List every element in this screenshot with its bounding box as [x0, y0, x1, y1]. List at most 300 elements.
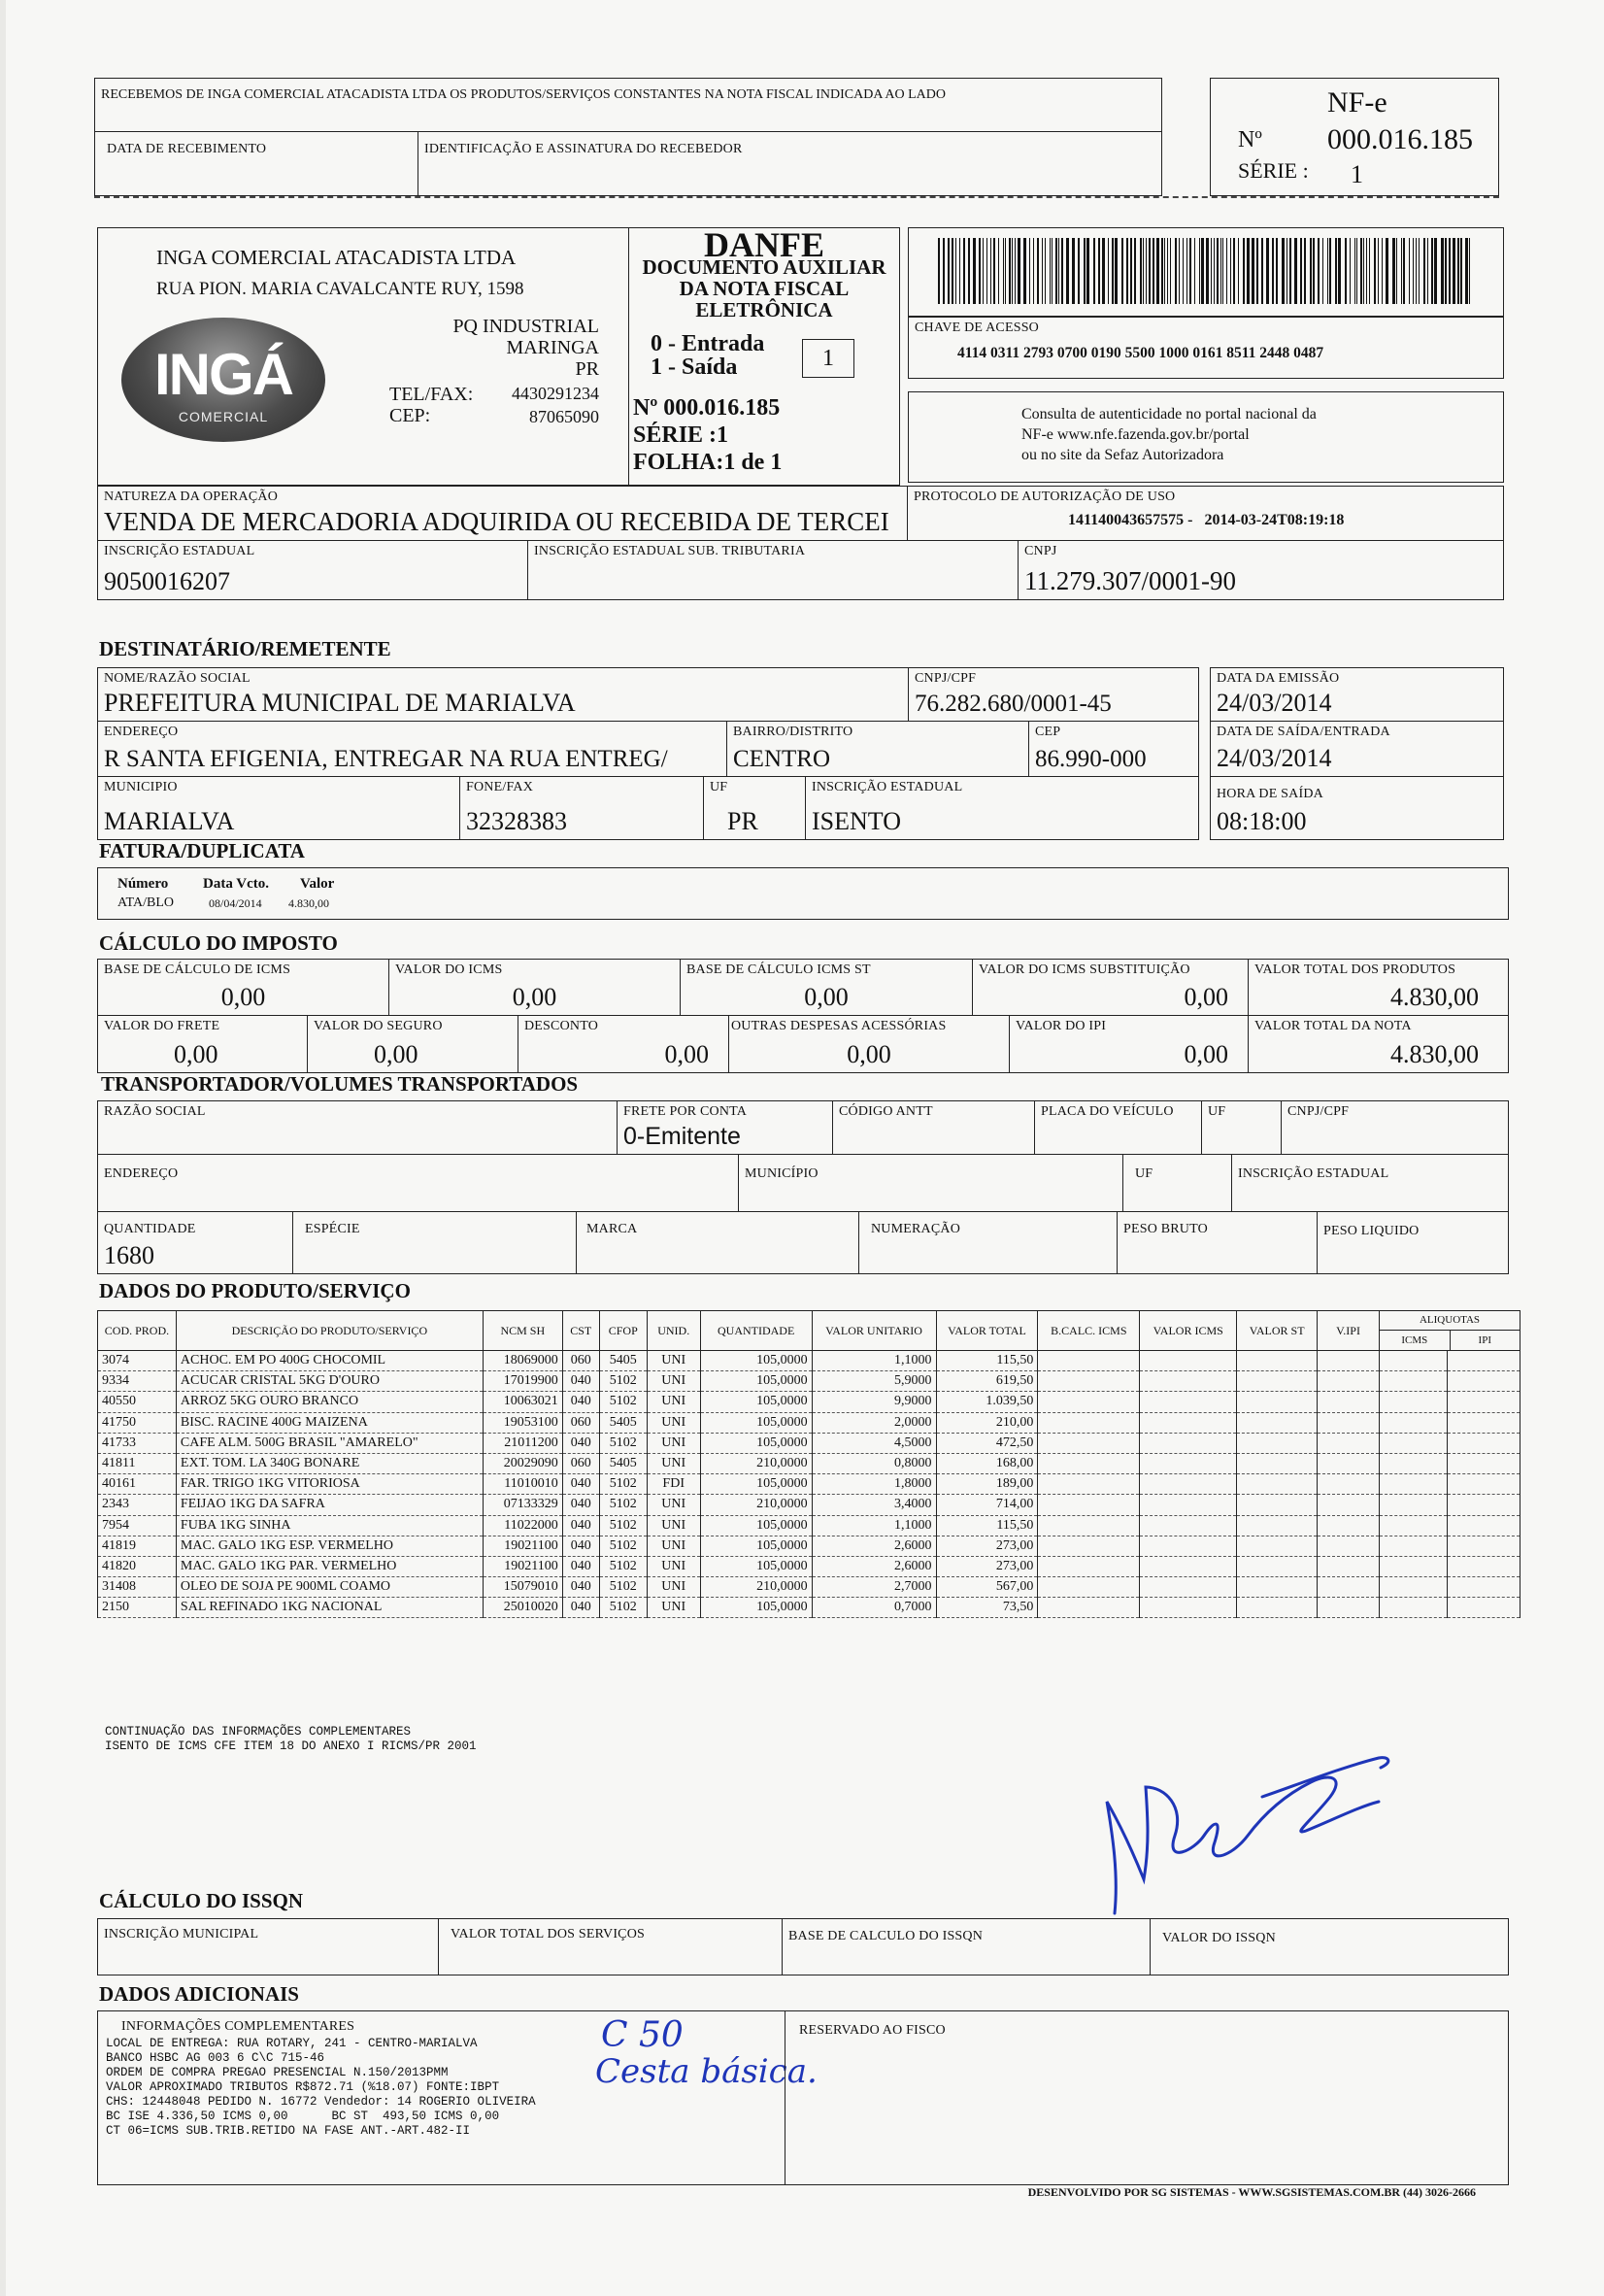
receipt-signature-field[interactable]	[418, 131, 1162, 196]
table-cell: UNI	[647, 1392, 700, 1412]
empty-cell	[1237, 1474, 1318, 1495]
barcode-bar	[1112, 238, 1114, 304]
barcode-bar	[1018, 238, 1020, 304]
empty-cell	[1237, 1351, 1318, 1371]
state-registration-st-label: INSCRIÇÃO ESTADUAL SUB. TRIBUTARIA	[534, 544, 806, 558]
issuer-state: PR	[575, 358, 599, 380]
table-cell: 1,8000	[812, 1474, 936, 1495]
recipient-city-label: MUNICIPIO	[104, 780, 178, 794]
exit-time: 08:18:00	[1217, 807, 1307, 835]
empty-cell	[1447, 1536, 1520, 1556]
barcode-bar	[983, 238, 984, 304]
table-cell: FUBA 1KG SINHA	[176, 1515, 483, 1536]
barcode-bar	[1434, 238, 1437, 304]
recipient-address-label: ENDEREÇO	[104, 725, 179, 739]
empty-cell	[1140, 1577, 1237, 1598]
barcode-bar	[1335, 238, 1337, 304]
table-cell: 21011200	[483, 1433, 562, 1453]
barcode-bar	[1126, 238, 1128, 304]
empty-cell	[1140, 1474, 1237, 1495]
empty-cell	[1380, 1412, 1448, 1433]
invoice-box	[97, 867, 1509, 920]
numbering-label: NUMERAÇÃO	[871, 1222, 961, 1236]
freight: 0,00	[174, 1040, 218, 1068]
table-cell: 2,6000	[812, 1556, 936, 1576]
discount-label: DESCONTO	[524, 1019, 599, 1033]
protocol-label: PROTOCOLO DE AUTORIZAÇÃO DE USO	[914, 490, 1176, 504]
col-ipi-value: V.IPI	[1318, 1311, 1380, 1351]
barcode-bar	[1033, 238, 1034, 304]
issqn-value-field	[1150, 1918, 1509, 1975]
table-cell: UNI	[647, 1371, 700, 1392]
barcode-bar	[1322, 238, 1323, 304]
table-cell: 273,00	[936, 1536, 1038, 1556]
empty-cell	[1038, 1351, 1140, 1371]
icms-value: 0,00	[512, 983, 557, 1011]
table-cell: MAC. GALO 1KG PAR. VERMELHO	[176, 1556, 483, 1576]
icms-base-field	[97, 959, 389, 1016]
table-cell: 17019900	[483, 1371, 562, 1392]
invoice-value: 4.830,00	[288, 896, 329, 910]
municipal-registration-field	[97, 1918, 439, 1975]
empty-cell	[1140, 1556, 1237, 1576]
issuer-phone-label: TEL/FAX:	[389, 384, 474, 405]
issuer-box	[97, 227, 629, 486]
barcode-bar	[1403, 238, 1405, 304]
barcode-bar	[1226, 238, 1227, 304]
state-registration-label: INSCRIÇÃO ESTADUAL	[104, 544, 255, 558]
table-cell: 41819	[98, 1536, 177, 1556]
barcode-bar	[1374, 238, 1376, 304]
recipient-ie: ISENTO	[812, 807, 901, 835]
recipient-uf-label: UF	[710, 780, 728, 794]
empty-cell	[1447, 1515, 1520, 1536]
recipient-ie-field	[805, 776, 1199, 840]
table-cell: UNI	[647, 1495, 700, 1515]
complementary-info-label: INFORMAÇÕES COMPLEMENTARES	[121, 2019, 355, 2034]
info-line-4: VALOR APROXIMADO TRIBUTOS R$872.71 (%18.07) FONTE:IBPT	[106, 2080, 500, 2094]
municipal-registration-label: INSCRIÇÃO MUNICIPAL	[104, 1927, 259, 1941]
empty-cell	[1038, 1453, 1140, 1473]
empty-cell	[1140, 1351, 1237, 1371]
recipient-cnpj-field	[908, 667, 1199, 722]
products-header-row	[98, 1311, 1520, 1351]
access-key-label: CHAVE DE ACESSO	[915, 321, 1039, 335]
table-cell: 5102	[599, 1495, 647, 1515]
table-cell: 2,0000	[812, 1412, 936, 1433]
recipient-cnpj: 76.282.680/0001-45	[915, 691, 1112, 717]
footer-credit: DESENVOLVIDO POR SG SISTEMAS - WWW.SGSISTEMAS.COM.BR (44) 3026-2666	[1027, 2185, 1476, 2199]
table-cell: UNI	[647, 1556, 700, 1576]
barcode-bar	[1266, 238, 1269, 304]
handwritten-note-1: C 50	[601, 2015, 684, 2055]
col-icms-value: VALOR ICMS	[1140, 1311, 1237, 1351]
table-cell: EXT. TOM. LA 340G BONARE	[176, 1453, 483, 1473]
barcode-bar	[1350, 238, 1351, 304]
table-cell: 060	[562, 1412, 599, 1433]
col-cfop: CFOP	[599, 1311, 647, 1351]
empty-cell	[1237, 1598, 1318, 1618]
empty-cell	[1447, 1453, 1520, 1473]
barcode-bar	[1261, 238, 1263, 304]
tax-authority-label: RESERVADO AO FISCO	[799, 2023, 946, 2038]
table-cell: 19053100	[483, 1412, 562, 1433]
barcode-bar	[1386, 238, 1388, 304]
table-cell: 9,9000	[812, 1392, 936, 1412]
barcode-bar	[1153, 238, 1154, 304]
barcode-bar	[1423, 238, 1425, 304]
empty-cell	[1318, 1598, 1380, 1618]
issuer-address: RUA PION. MARIA CAVALCANTE RUY, 1598	[156, 279, 524, 299]
barcode-bar	[1102, 238, 1105, 304]
carrier-name-field	[97, 1100, 618, 1155]
issuer-name: INGA COMERCIAL ATACADISTA LTDA	[156, 246, 517, 269]
products-section-title: DADOS DO PRODUTO/SERVIÇO	[99, 1279, 411, 1302]
barcode-bar	[1170, 238, 1171, 304]
table-cell: UNI	[647, 1351, 700, 1371]
icms-base: 0,00	[220, 983, 266, 1011]
table-cell: 105,0000	[700, 1412, 812, 1433]
products-total: 4.830,00	[1390, 983, 1479, 1011]
table-cell: 189,00	[936, 1474, 1038, 1495]
recipient-cep: 86.990-000	[1035, 746, 1147, 772]
barcode-bar	[1282, 238, 1285, 304]
issuer-district: PQ INDUSTRIAL	[452, 316, 599, 337]
table-cell: 19021100	[483, 1536, 562, 1556]
products-total-label: VALOR TOTAL DOS PRODUTOS	[1254, 962, 1456, 977]
col-unit-price: VALOR UNITARIO	[812, 1311, 936, 1351]
table-cell: 41750	[98, 1412, 177, 1433]
empty-cell	[1318, 1412, 1380, 1433]
barcode-bar	[955, 238, 956, 304]
danfe-subtitle-2: DA NOTA FISCAL	[679, 277, 850, 300]
recipient-address: R SANTA EFIGENIA, ENTREGAR NA RUA ENTREG/	[104, 746, 668, 772]
barcode-bar	[1272, 238, 1274, 304]
table-cell: 41820	[98, 1556, 177, 1576]
table-cell: 41733	[98, 1433, 177, 1453]
barcode-bar	[1360, 238, 1362, 304]
nfe-serie: 1	[1351, 160, 1363, 188]
empty-cell	[1447, 1556, 1520, 1576]
table-cell: 060	[562, 1453, 599, 1473]
recipient-phone-field	[459, 776, 704, 840]
barcode-bar	[1189, 238, 1191, 304]
empty-cell	[1318, 1556, 1380, 1576]
table-cell: SAL REFINADO 1KG NACIONAL	[176, 1598, 483, 1618]
barcode-bar	[1055, 238, 1057, 304]
empty-cell	[1380, 1515, 1448, 1536]
empty-cell	[1140, 1515, 1237, 1536]
nfe-serie-label: SÉRIE :	[1238, 158, 1309, 183]
recipient-name-field	[97, 667, 909, 722]
table-cell: 105,0000	[700, 1371, 812, 1392]
barcode-bar	[1214, 238, 1215, 304]
empty-cell	[1447, 1598, 1520, 1618]
barcode-bar	[1199, 238, 1200, 304]
barcode-bar	[1465, 238, 1468, 304]
empty-cell	[1318, 1577, 1380, 1598]
barcode-bar	[1003, 238, 1004, 304]
freight-label: VALOR DO FRETE	[104, 1019, 220, 1033]
state-registration-field	[97, 540, 528, 600]
barcode-bar	[1130, 238, 1132, 304]
table-cell: 5102	[599, 1598, 647, 1618]
invoice-due-date: 08/04/2014	[209, 896, 262, 910]
barcode-bar	[1363, 238, 1364, 304]
danfe-subtitle-3: ELETRÔNICA	[695, 298, 833, 321]
table-row	[98, 1536, 1520, 1556]
table-cell: 3,4000	[812, 1495, 936, 1515]
table-cell: 0,7000	[812, 1598, 936, 1618]
empty-cell	[1140, 1598, 1237, 1618]
table-cell: 5102	[599, 1556, 647, 1576]
table-cell: 5102	[599, 1474, 647, 1495]
other-expenses: 0,00	[847, 1040, 891, 1068]
carrier-city-field	[738, 1154, 1123, 1212]
handwritten-signature	[1068, 1729, 1476, 1923]
barcode-bar	[1037, 238, 1039, 304]
table-cell: 11010010	[483, 1474, 562, 1495]
empty-cell	[1038, 1474, 1140, 1495]
empty-cell	[1038, 1412, 1140, 1433]
receipt-date-label: DATA DE RECEBIMENTO	[107, 142, 267, 156]
barcode-bar	[1396, 238, 1397, 304]
recipient-city: MARIALVA	[104, 807, 235, 835]
barcode-bar	[1108, 238, 1109, 304]
state-registration-st-field	[527, 540, 1019, 600]
empty-cell	[1318, 1474, 1380, 1495]
barcode-bar	[1093, 238, 1095, 304]
empty-cell	[1237, 1556, 1318, 1576]
empty-cell	[1038, 1495, 1140, 1515]
table-cell: 210,0000	[700, 1453, 812, 1473]
invoice-date-header: Data Vcto.	[203, 876, 270, 892]
empty-cell	[1237, 1577, 1318, 1598]
empty-cell	[1380, 1371, 1448, 1392]
table-row	[98, 1474, 1520, 1495]
barcode-bar	[1413, 238, 1414, 304]
barcode-bar	[1449, 238, 1451, 304]
recipient-cep-field	[1028, 721, 1199, 777]
barcode-bar	[1453, 238, 1455, 304]
table-cell: 5405	[599, 1351, 647, 1371]
barcode-bar	[1416, 238, 1417, 304]
issue-date-label: DATA DA EMISSÃO	[1217, 671, 1340, 686]
consult-line-3: ou no site da Sefaz Autorizadora	[1021, 447, 1224, 463]
icms-st-base-field	[680, 959, 973, 1016]
barcode-bar	[1084, 238, 1086, 304]
info-line-1: LOCAL DE ENTREGA: RUA ROTARY, 241 - CENTRO-MARIALVA	[106, 2037, 478, 2050]
empty-cell	[1038, 1598, 1140, 1618]
discount-field	[518, 1015, 729, 1073]
barcode-bar	[1161, 238, 1163, 304]
insurance-label: VALOR DO SEGURO	[314, 1019, 443, 1033]
table-cell: 9334	[98, 1371, 177, 1392]
empty-cell	[1380, 1598, 1448, 1618]
barcode-bar	[1338, 238, 1341, 304]
empty-cell	[1038, 1433, 1140, 1453]
products-table	[97, 1310, 1520, 1618]
recipient-uf: PR	[727, 807, 758, 835]
carrier-city-label: MUNICÍPIO	[745, 1166, 819, 1181]
table-cell: 10063021	[483, 1392, 562, 1412]
table-cell: ACHOC. EM PO 400G CHOCOMIL	[176, 1351, 483, 1371]
table-cell: 1,1000	[812, 1351, 936, 1371]
other-expenses-field	[728, 1015, 1010, 1073]
table-cell: 5405	[599, 1412, 647, 1433]
recipient-uf-field	[703, 776, 806, 840]
info-line-3: ORDEM DE COMPRA PREGAO PRESENCIAL N.150/2013PMM	[106, 2066, 449, 2079]
barcode-bar	[1183, 238, 1184, 304]
table-cell: MAC. GALO 1KG ESP. VERMELHO	[176, 1536, 483, 1556]
barcode-bar	[1052, 238, 1053, 304]
table-cell: 20029090	[483, 1453, 562, 1473]
issqn-section-title: CÁLCULO DO ISSQN	[99, 1889, 304, 1912]
insurance-field	[307, 1015, 518, 1073]
carrier-uf2-label: UF	[1135, 1166, 1153, 1181]
recipient-name: PREFEITURA MUNICIPAL DE MARIALVA	[104, 689, 576, 717]
table-cell: 5102	[599, 1536, 647, 1556]
table-cell: 40161	[98, 1474, 177, 1495]
issuer-cnpj: 11.279.307/0001-90	[1024, 566, 1236, 595]
invoice-total-label: VALOR TOTAL DA NOTA	[1254, 1019, 1412, 1033]
empty-cell	[1237, 1371, 1318, 1392]
table-cell: ACUCAR CRISTAL 5KG D'OURO	[176, 1371, 483, 1392]
icms-st-value-field	[972, 959, 1249, 1016]
col-description: DESCRIÇÃO DO PRODUTO/SERVIÇO	[176, 1311, 483, 1351]
continuation-line-2: ISENTO DE ICMS CFE ITEM 18 DO ANEXO I RICMS/PR 2001	[105, 1739, 477, 1753]
issqn-value-label: VALOR DO ISSQN	[1162, 1931, 1276, 1945]
col-cst: CST	[562, 1311, 599, 1351]
table-cell: 5102	[599, 1433, 647, 1453]
table-cell: UNI	[647, 1412, 700, 1433]
table-cell: 41811	[98, 1453, 177, 1473]
table-cell: 273,00	[936, 1556, 1038, 1576]
barcode-bar	[1134, 238, 1136, 304]
table-cell: FDI	[647, 1474, 700, 1495]
freight-payer-label: FRETE POR CONTA	[623, 1104, 748, 1119]
table-cell: 040	[562, 1536, 599, 1556]
recipient-ie-label: INSCRIÇÃO ESTADUAL	[812, 780, 963, 794]
carrier-cnpj-label: CNPJ/CPF	[1287, 1104, 1350, 1119]
barcode-bar	[1460, 238, 1462, 304]
barcode-bar	[1469, 238, 1470, 304]
table-cell: 040	[562, 1515, 599, 1536]
barcode-bar	[1140, 238, 1142, 304]
table-cell: 5102	[599, 1392, 647, 1412]
barcode-bar	[1329, 238, 1331, 304]
table-cell: 472,50	[936, 1433, 1038, 1453]
barcode-bar	[1042, 238, 1043, 304]
danfe-type-box: 1	[802, 339, 854, 378]
table-cell: 0,8000	[812, 1453, 936, 1473]
barcode-bar	[1409, 238, 1410, 304]
consult-line-1: Consulta de autenticidade no portal nacional da	[1021, 406, 1317, 422]
icms-value-field	[388, 959, 681, 1016]
empty-cell	[1447, 1433, 1520, 1453]
barcode-bar	[943, 238, 945, 304]
col-rates-sub	[1380, 1331, 1520, 1350]
issue-date: 24/03/2014	[1217, 689, 1332, 717]
table-cell: 25010020	[483, 1598, 562, 1618]
table-cell: 168,00	[936, 1453, 1038, 1473]
carrier-uf-field	[1201, 1100, 1282, 1155]
table-cell: 105,0000	[700, 1515, 812, 1536]
barcode-bar	[1441, 238, 1444, 304]
danfe-serie: SÉRIE :1	[633, 422, 729, 448]
barcode-bar	[973, 238, 976, 304]
table-cell: 210,0000	[700, 1577, 812, 1598]
table-cell: 060	[562, 1351, 599, 1371]
operation-nature: VENDA DE MERCADORIA ADQUIRIDA OU RECEBIDA DE TERCEI	[104, 507, 889, 536]
invoice-total: 4.830,00	[1390, 1040, 1479, 1068]
table-cell: 105,0000	[700, 1392, 812, 1412]
plate-label: PLACA DO VEÍCULO	[1041, 1104, 1174, 1119]
table-cell: ARROZ 5KG OURO BRANCO	[176, 1392, 483, 1412]
barcode-bar	[1252, 238, 1254, 304]
table-cell: 105,0000	[700, 1474, 812, 1495]
receipt-date-field[interactable]	[94, 131, 418, 196]
empty-cell	[1140, 1536, 1237, 1556]
col-rate-icms: ICMS	[1380, 1331, 1450, 1350]
empty-cell	[1318, 1453, 1380, 1473]
exit-date-label: DATA DE SAÍDA/ENTRADA	[1217, 725, 1390, 739]
barcode-bar	[1354, 238, 1355, 304]
nfe-number-label: Nº	[1238, 127, 1262, 152]
inga-logo	[121, 318, 325, 442]
access-key: 4114 0311 2793 0700 0190 5500 1000 0161 8511 2448 0487	[957, 345, 1324, 361]
empty-cell	[1380, 1392, 1448, 1412]
table-row	[98, 1433, 1520, 1453]
issuer-phone: 4430291234	[512, 384, 599, 403]
table-row	[98, 1495, 1520, 1515]
barcode-bar	[1086, 238, 1089, 304]
empty-cell	[1380, 1453, 1448, 1473]
barcode-bar	[1194, 238, 1195, 304]
danfe-box	[628, 227, 900, 486]
barcode-bar	[1115, 238, 1118, 304]
access-key-box	[908, 317, 1504, 379]
exit-time-field	[1210, 776, 1504, 840]
carrier-address-label: ENDEREÇO	[104, 1166, 179, 1181]
barcode-bar	[1401, 238, 1402, 304]
table-cell: 210,0000	[700, 1495, 812, 1515]
carrier-cnpj-field	[1281, 1100, 1509, 1155]
freight-payer-field	[617, 1100, 833, 1155]
empty-cell	[1380, 1495, 1448, 1515]
barcode-bar	[1310, 238, 1312, 304]
empty-cell	[1318, 1536, 1380, 1556]
empty-cell	[1140, 1453, 1237, 1473]
ipi-field	[1009, 1015, 1249, 1073]
tax-section-title: CÁLCULO DO IMPOSTO	[99, 931, 338, 955]
col-rates-label: ALIQUOTAS	[1380, 1311, 1520, 1331]
empty-cell	[1318, 1392, 1380, 1412]
barcode-bar	[1012, 238, 1013, 304]
table-cell: 1,1000	[812, 1515, 936, 1536]
insurance: 0,00	[374, 1040, 418, 1068]
empty-cell	[1318, 1495, 1380, 1515]
issuer-cnpj-label: CNPJ	[1024, 544, 1057, 558]
empty-cell	[1237, 1412, 1318, 1433]
col-ncm: NCM SH	[483, 1311, 562, 1351]
col-st-value: VALOR ST	[1237, 1311, 1318, 1351]
transport-section-title: TRANSPORTADOR/VOLUMES TRANSPORTADOS	[101, 1072, 579, 1096]
info-line-5: CHS: 12448048 PEDIDO N. 16772 Vendedor: 14 ROGERIO OLIVEIRA	[106, 2095, 536, 2109]
logo-text: INGÁ	[154, 342, 292, 407]
barcode-bar	[1318, 238, 1320, 304]
table-cell: UNI	[647, 1515, 700, 1536]
